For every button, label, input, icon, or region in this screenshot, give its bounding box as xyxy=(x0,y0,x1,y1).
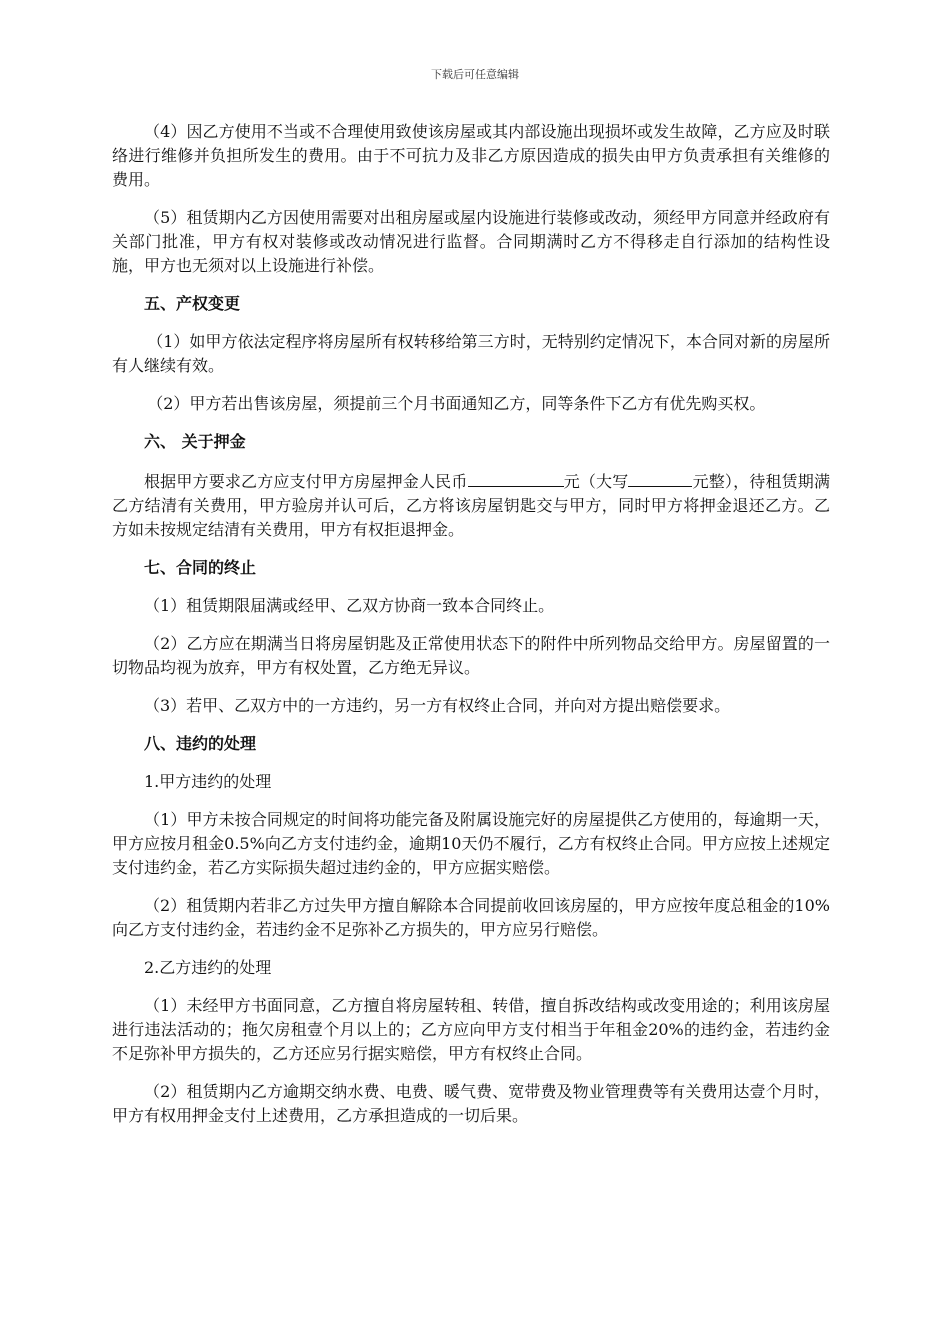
clause-5-1: （1）如甲方依法定程序将房屋所有权转移给第三方时，无特别约定情况下，本合同对新的房屋所有人继续有效。 xyxy=(112,332,830,375)
deposit-text-2: 元（大写 xyxy=(563,472,629,491)
section-7-title: 七、合同的终止 xyxy=(144,558,257,577)
deposit-text-3: 元整），待租赁期满乙方结清有关费用，甲方验房并认可后，乙方将该房屋钥匙交与甲方，同时甲方将押金退还乙方。乙方如未按规定结清有关费用，甲方有权拒退押金。 xyxy=(112,472,830,539)
clause-7-2: （2）乙方应在期满当日将房屋钥匙及正常使用状态下的附件中所列物品交给甲方。房屋留置的一切物品均视为放弃，甲方有权处置，乙方绝无异议。 xyxy=(112,634,830,677)
section-5-title: 五、产权变更 xyxy=(144,294,241,313)
clause-6-deposit xyxy=(112,468,830,542)
section-6-title: 六、 关于押金 xyxy=(144,432,246,451)
subsection-8-2-title: 2.乙方违约的处理 xyxy=(144,958,272,977)
clause-4-5: （5）租赁期内乙方因使用需要对出租房屋或屋内设施进行装修或改动，须经甲方同意并经政府有关部门批准，甲方有权对装修或改动情况进行监督。合同期满时乙方不得移走自行添加的结构性设施，甲方也无须对以上设施进行补偿。 xyxy=(112,208,830,275)
clause-8-1-1: （1）甲方未按合同规定的时间将功能完备及附属设施完好的房屋提供乙方使用的，每逾期一天，甲方应按月租金0.5%向乙方支付违约金，逾期10天仍不履行，乙方有权终止合同。甲方应按上述规定支付违约金，若乙方实际损失超过违约金的，甲方应据实赔偿。 xyxy=(112,810,830,877)
clause-5-2: （2）甲方若出售该房屋，须提前三个月书面通知乙方，同等条件下乙方有优先购买权。 xyxy=(147,394,766,413)
clause-7-1: （1）租赁期限届满或经甲、乙双方协商一致本合同终止。 xyxy=(144,596,555,615)
clause-8-2-2: （2）租赁期内乙方逾期交纳水费、电费、暖气费、宽带费及物业管理费等有关费用达壹个月时，甲方有权用押金支付上述费用，乙方承担造成的一切后果。 xyxy=(112,1082,830,1125)
deposit-text-1: 根据甲方要求乙方应支付甲方房屋押金人民币 xyxy=(144,472,468,491)
section-8-title: 八、违约的处理 xyxy=(144,734,257,753)
subsection-8-1-title: 1.甲方违约的处理 xyxy=(144,772,272,791)
page-header: 下载后可任意编辑 xyxy=(431,68,519,81)
document-body xyxy=(112,120,830,1142)
deposit-amount-blank[interactable] xyxy=(468,468,564,487)
clause-7-3: （3）若甲、乙双方中的一方违约，另一方有权终止合同，并向对方提出赔偿要求。 xyxy=(144,696,731,715)
clause-8-1-2: （2）租赁期内若非乙方过失甲方擅自解除本合同提前收回该房屋的，甲方应按年度总租金的10%向乙方支付违约金，若违约金不足弥补乙方损失的，甲方应另行赔偿。 xyxy=(112,896,830,939)
clause-4-4: （4）因乙方使用不当或不合理使用致使该房屋或其内部设施出现损坏或发生故障，乙方应及时联络进行维修并负担所发生的费用。由于不可抗力及非乙方原因造成的损失由甲方负责承担有关维修的费用。 xyxy=(112,122,830,189)
deposit-amount-words-blank[interactable] xyxy=(628,468,692,487)
clause-8-2-1: （1）未经甲方书面同意，乙方擅自将房屋转租、转借，擅自拆改结构或改变用途的；利用该房屋进行违法活动的；拖欠房租壹个月以上的；乙方应向甲方支付相当于年租金20%的违约金，若违约金不足弥补甲方损失的，乙方还应另行据实赔偿，甲方有权终止合同。 xyxy=(112,996,830,1063)
